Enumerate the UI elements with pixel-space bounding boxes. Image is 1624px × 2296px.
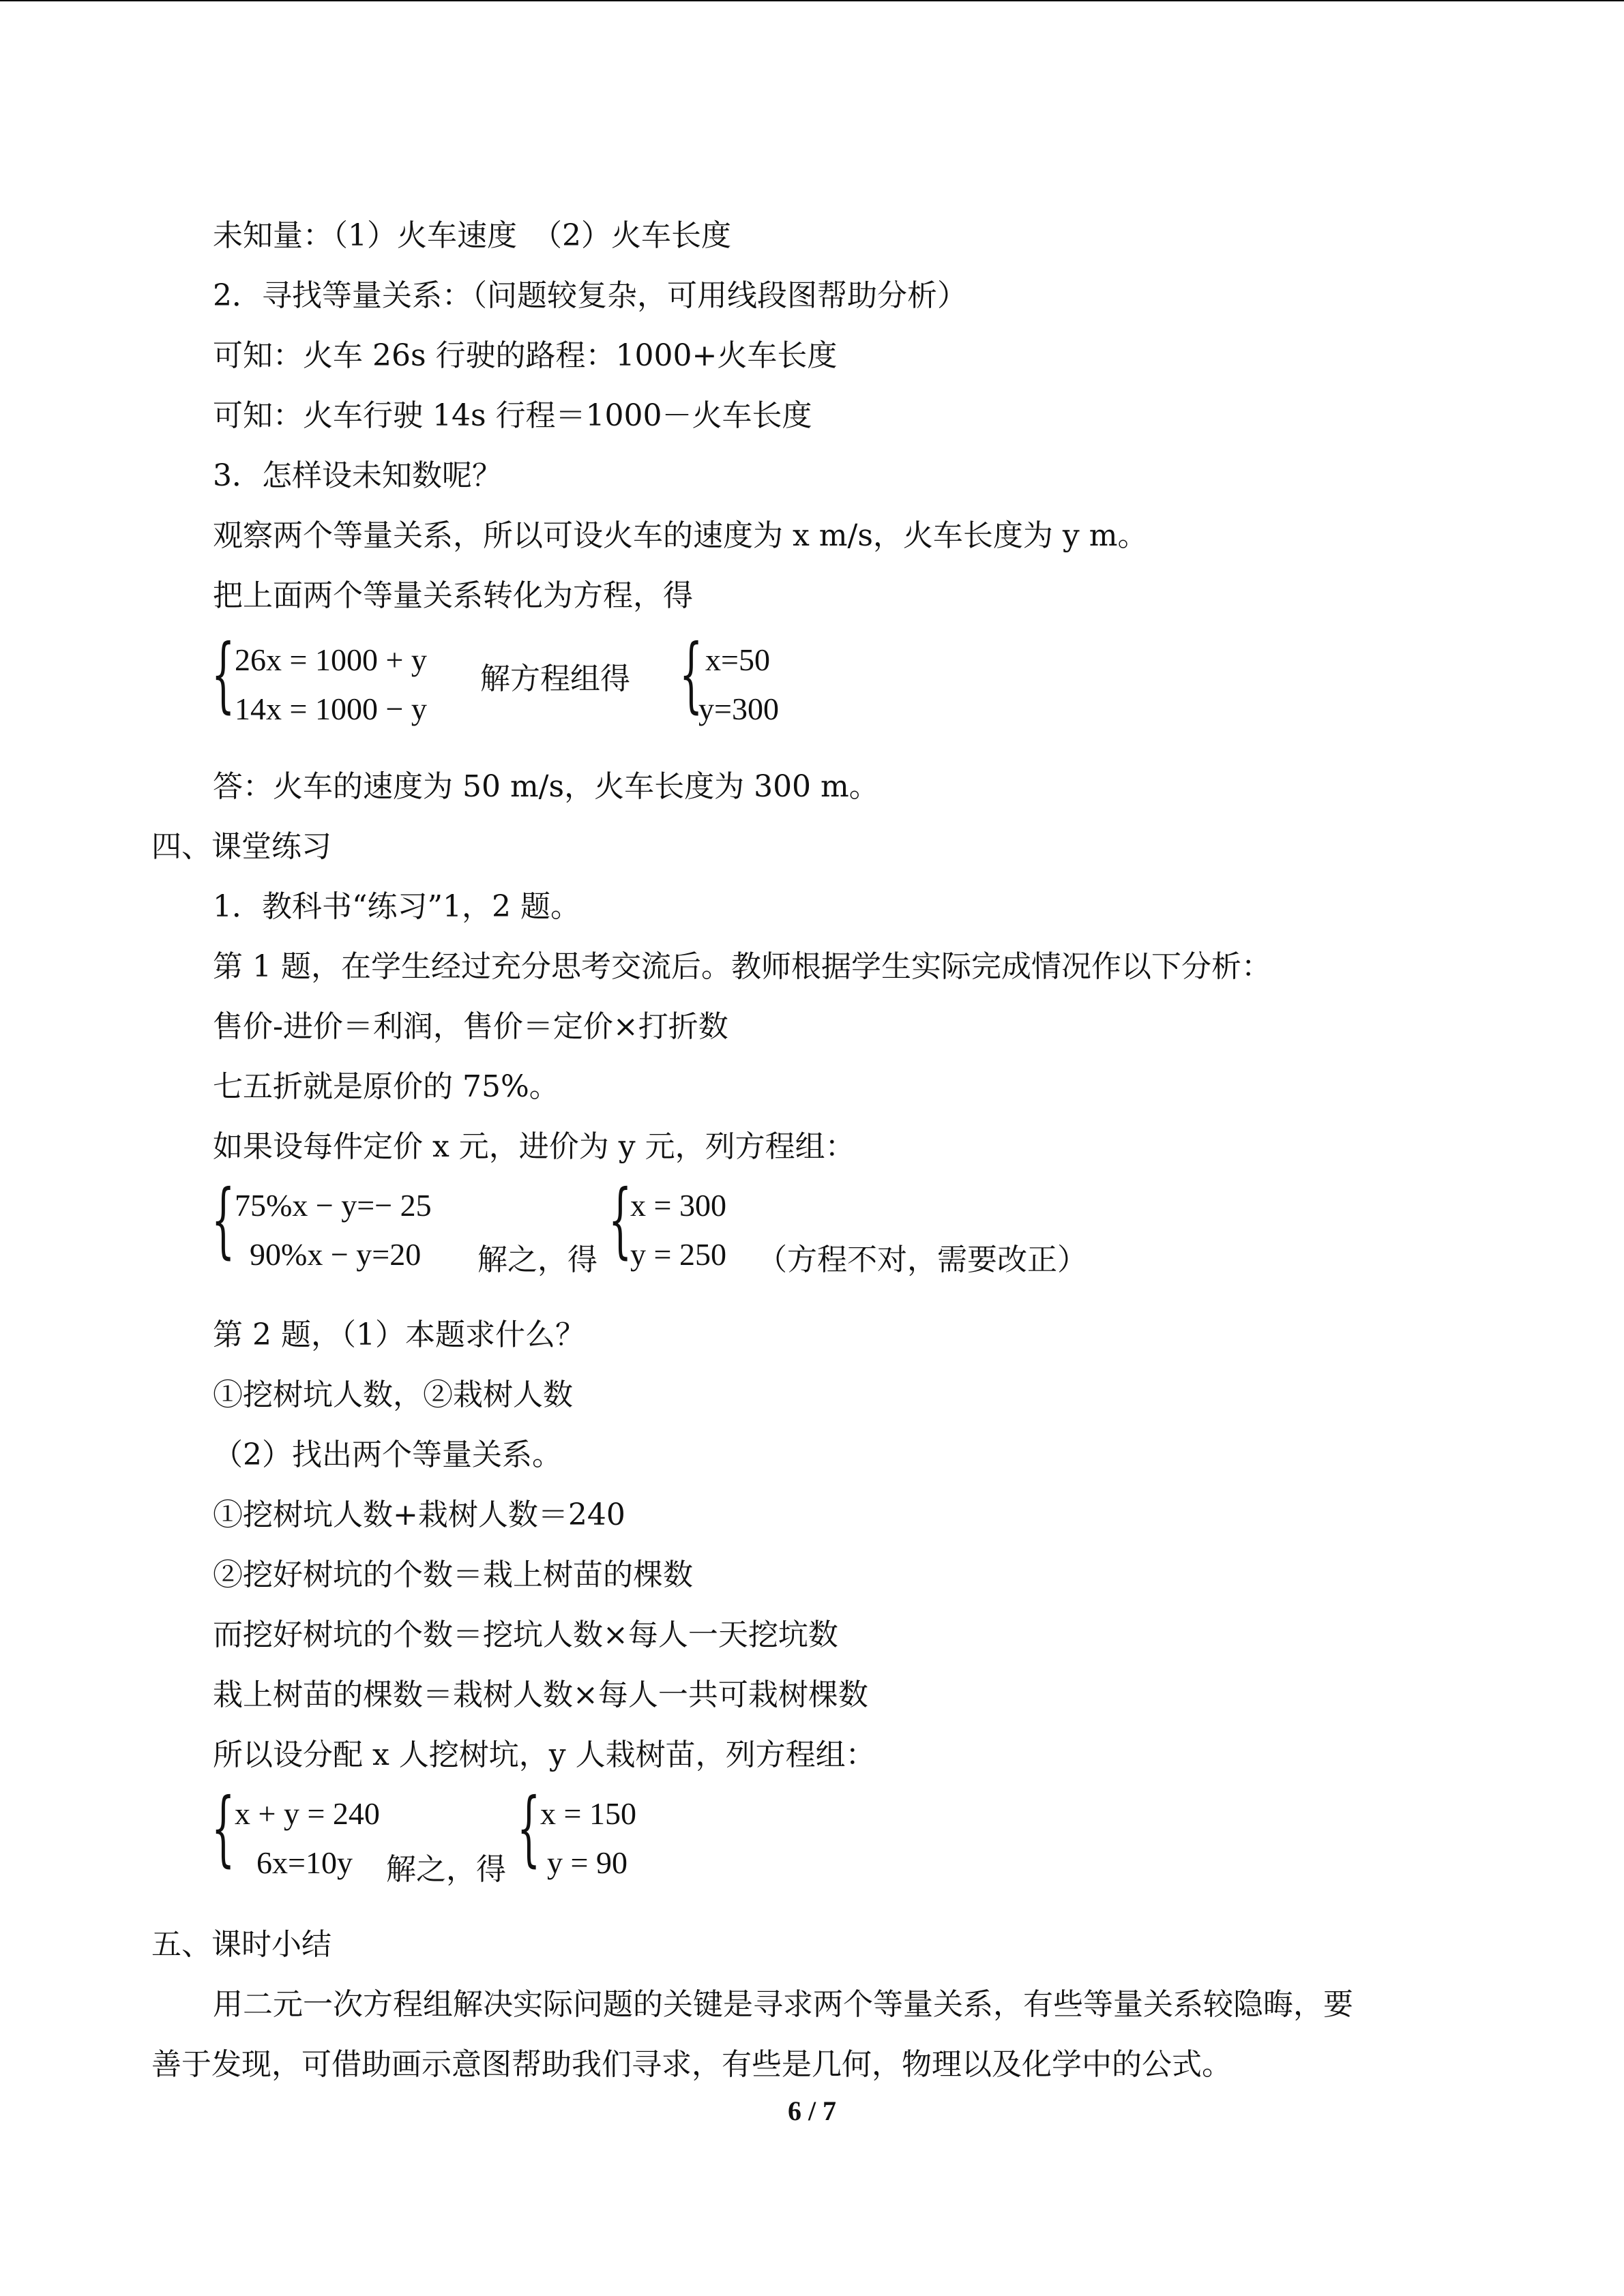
q2-answer-line: ①挖树坑人数，②栽树人数 (213, 1377, 573, 1412)
solve-label: 解之，得 (386, 1852, 506, 1887)
solution: x=50 (705, 642, 770, 677)
known2-line: 可知：火车行驶 14s 行程＝1000－火车长度 (213, 398, 812, 433)
solution: x = 300 (630, 1188, 726, 1223)
left-brace: { (608, 1173, 632, 1268)
q2-line: 第 2 题，（1）本题求什么？ (213, 1317, 585, 1352)
left-brace: { (211, 1173, 235, 1268)
unknowns-line: 未知量：（1）火车速度 （2）火车长度 (213, 218, 731, 253)
relation4-line: 栽上树苗的棵数＝栽树人数×每人一共可栽树棵数 (213, 1678, 868, 1712)
left-brace: { (517, 1781, 541, 1876)
convert-line: 把上面两个等量关系转化为方程，得 (213, 578, 693, 613)
summary-line: 用二元一次方程组解决实际问题的关键是寻求两个等量关系，有些等量关系较隐晦，要 (213, 1987, 1353, 2022)
correction-note: （方程不对，需要改正） (757, 1242, 1087, 1277)
left-brace: { (679, 627, 703, 722)
solution: y = 250 (630, 1237, 726, 1272)
relation2-line: ②挖好树坑的个数＝栽上树苗的棵数 (213, 1557, 693, 1592)
relation1-line: ①挖树坑人数+栽树人数＝240 (213, 1497, 625, 1532)
solve-label: 解之，得 (477, 1242, 597, 1277)
equation: 90%x − y=20 (250, 1237, 422, 1272)
top-border (0, 0, 1624, 1)
discount-line: 七五折就是原价的 75%。 (213, 1069, 559, 1104)
page-number: 6 / 7 (787, 2096, 837, 2126)
step3-line: 3．怎样设未知数呢？ (213, 458, 502, 493)
equation: x + y = 240 (235, 1796, 380, 1831)
observe-line: 观察两个等量关系，所以可设火车的速度为 x m/s，火车长度为 y m。 (213, 518, 1148, 553)
q1-line: 第 1 题，在学生经过充分思考交流后。教师根据学生实际完成情况作以下分析： (213, 949, 1271, 984)
known1-line: 可知：火车 26s 行驶的路程：1000+火车长度 (213, 338, 838, 373)
setup-line: 如果设每件定价 x 元，进价为 y 元，列方程组： (213, 1129, 855, 1164)
equation: 75%x − y=− 25 (235, 1188, 432, 1223)
relation3-line: 而挖好树坑的个数＝挖坑人数×每人一天挖坑数 (213, 1617, 838, 1652)
section-heading: 四、课堂练习 (151, 829, 331, 864)
solution: y=300 (698, 691, 779, 726)
setup2-line: 所以设分配 x 人挖树坑，y 人栽树苗，列方程组： (213, 1738, 876, 1772)
left-brace: { (211, 1781, 235, 1876)
step2-line: 2．寻找等量关系：（问题较复杂，可用线段图帮助分析） (213, 278, 967, 313)
answer-line: 答：火车的速度为 50 m/s，火车长度为 300 m。 (213, 769, 879, 804)
equation: 14x = 1000 − y (235, 691, 427, 726)
section-heading: 五、课时小结 (151, 1927, 331, 1962)
price-line: 售价-进价＝利润，售价＝定价×打折数 (213, 1009, 728, 1044)
solution: y = 90 (547, 1845, 628, 1880)
q2-step2-line: （2）找出两个等量关系。 (213, 1437, 562, 1472)
summary-line: 善于发现，可借助画示意图帮助我们寻求，有些是几何，物理以及化学中的公式。 (151, 2047, 1232, 2082)
exercise-line: 1．教科书“练习”1，2 题。 (213, 889, 580, 924)
solution: x = 150 (540, 1796, 636, 1831)
equation: 26x = 1000 + y (235, 642, 427, 677)
left-brace: { (211, 627, 235, 722)
equation: 6x=10y (256, 1845, 353, 1880)
solve-label: 解方程组得 (480, 661, 630, 696)
